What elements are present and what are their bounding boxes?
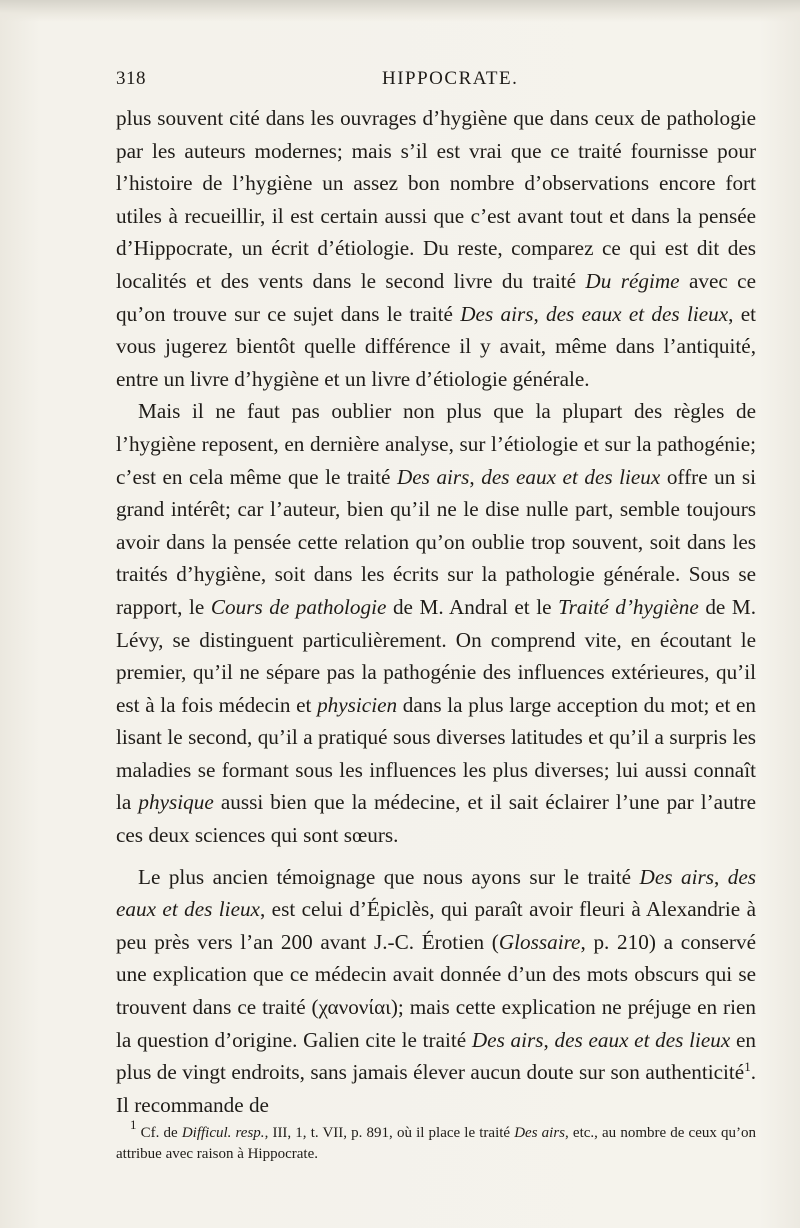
paragraph-1 — [116, 102, 756, 395]
paragraph-1-text-span: , — [533, 301, 547, 326]
paragraph-2-text-span: de M. Lévy, se distinguent particulièrement. On comprend vite, en écoutant le premier, qu’il ne sépare pas la pathogénie des influences extérieures, qu’il est à la fois médecin et — [116, 594, 757, 717]
paragraph-2-text-span: , — [469, 464, 482, 489]
paragraph-2-italic-span: physicien — [317, 692, 398, 717]
paragraph-3-text-span: , — [543, 1027, 555, 1052]
paragraph-1-text-span: avec ce qu’on trouve sur ce sujet dans le traité — [116, 268, 756, 326]
paragraph-2 — [116, 395, 756, 851]
running-head: HIPPOCRATE. — [382, 68, 519, 89]
paragraph-1-italic-span: Des airs — [460, 301, 534, 326]
paragraph-3-text-span: , est celui d’Épiclès, qui paraît avoir fleuri à Alexandrie à peu près vers l’an 200 avant J.-C. Érotien ( — [116, 897, 756, 954]
paragraph-2-italic-span: Traité d’hygiène — [558, 594, 699, 619]
page-top-edge — [0, 0, 800, 22]
paragraph-3-italic-span: Glossaire — [498, 929, 581, 954]
body-text — [116, 102, 756, 1121]
paragraph-3-italic-span: Des airs — [639, 864, 714, 889]
footnote-text-span: , III, 1, t. VII, p. 891, où il place le traité — [264, 1125, 515, 1141]
paragraph-3-italic-span: des eaux et des lieux — [554, 1027, 731, 1052]
paragraph-1-italic-span: Du régime — [585, 268, 680, 293]
paragraph-3-italic-span: des eaux et des lieux — [116, 864, 756, 922]
paragraph-3-text-span: . Il recommande de — [116, 1060, 756, 1117]
paragraph-2-text-span: Mais il ne faut pas oublier non plus que la plupart des règles de l’hygiène reposent, en dernière analyse, sur l’étiologie et sur la pathogénie; c’est en cela même que le traité — [116, 399, 756, 489]
paragraph-2-text-span: aussi bien que la médecine, et il sait éclairer l’une par l’autre ces deux sciences qui sont sœurs. — [116, 790, 757, 848]
paragraph-3 — [116, 861, 756, 1122]
paragraph-3-text-span: , p. 210) a conservé une explication que ce médecin avait donnée d’un des mots obscurs qui se trouvent dans ce traité (χανονίαι); mais cette explication ne préjuge en rien la question d’origine. Galien cite le traité — [116, 929, 756, 1052]
footnote-text-span: , etc., au nombre de ceux qu’on attribue avec raison à Hippocrate. — [116, 1125, 757, 1162]
footnote-footnote-ref: 1 — [130, 1117, 137, 1132]
paragraph-2-text-span: dans la plus large acception du mot; et en lisant le second, qu’il a pratiqué sous diverses latitudes et qu’il a surpris les maladies se formant sous les influences les plus diverses; lui aussi connaît la — [116, 692, 756, 815]
paragraph-1-italic-span: des eaux et des lieux — [546, 301, 729, 326]
footnote — [116, 1117, 757, 1165]
page-number: 318 — [116, 68, 146, 89]
paragraph-2-italic-span: des eaux et des lieux — [481, 464, 661, 489]
footnote-text-span: Cf. de — [136, 1125, 182, 1141]
paragraph-2-text-span: de M. Andral et le — [386, 594, 559, 619]
paragraph-3-text-span: en plus de vingt endroits, sans jamais élever aucun doute sur son authenticité — [116, 1027, 757, 1085]
paragraph-2-text-span: offre un si grand intérêt; car l’auteur, bien qu’il ne le dise nulle part, semble toujours avoir dans la pensée cette relation qu’on oublie trop souvent, soit dans les traités d’hygiène, soit dans les écrits sur la pathologie générale. Sous se rapport, le — [116, 464, 756, 619]
footnote-italic-span: Des airs — [514, 1125, 566, 1141]
paragraph-2-italic-span: Des airs — [396, 464, 470, 489]
paragraph-3-text-span: , — [713, 864, 728, 889]
paragraph-2-italic-span: physique — [138, 790, 214, 815]
footnote-italic-span: Difficul. resp. — [181, 1125, 265, 1141]
paragraph-2-italic-span: Cours de pathologie — [210, 594, 387, 619]
paragraph-1-text-span: , et vous jugerez bientôt quelle différence il y avait, même dans l’antiquité, entre un livre d’hygiène et un livre d’étiologie générale. — [116, 301, 757, 391]
paragraph-3-text-span: Le plus ancien témoignage que nous ayons sur le traité — [138, 864, 640, 889]
paragraph-3-footnote-ref: 1 — [744, 1059, 751, 1075]
page-header — [116, 68, 756, 94]
paragraph-3-italic-span: Des airs — [471, 1027, 544, 1052]
paragraph-1-text-span: plus souvent cité dans les ouvrages d’hygiène que dans ceux de pathologie par les auteurs modernes; mais s’il est vrai que ce traité fournisse pour l’histoire de l’hygiène un assez bon nombre d’observations encore fort utiles à recueillir, il est certain aussi que c’est avant tout et dans la pensée d’Hippocrate, un écrit d’étiologie. Du reste, comparez ce qui est dit des localités et des vents dans le second livre du traité — [116, 106, 756, 293]
